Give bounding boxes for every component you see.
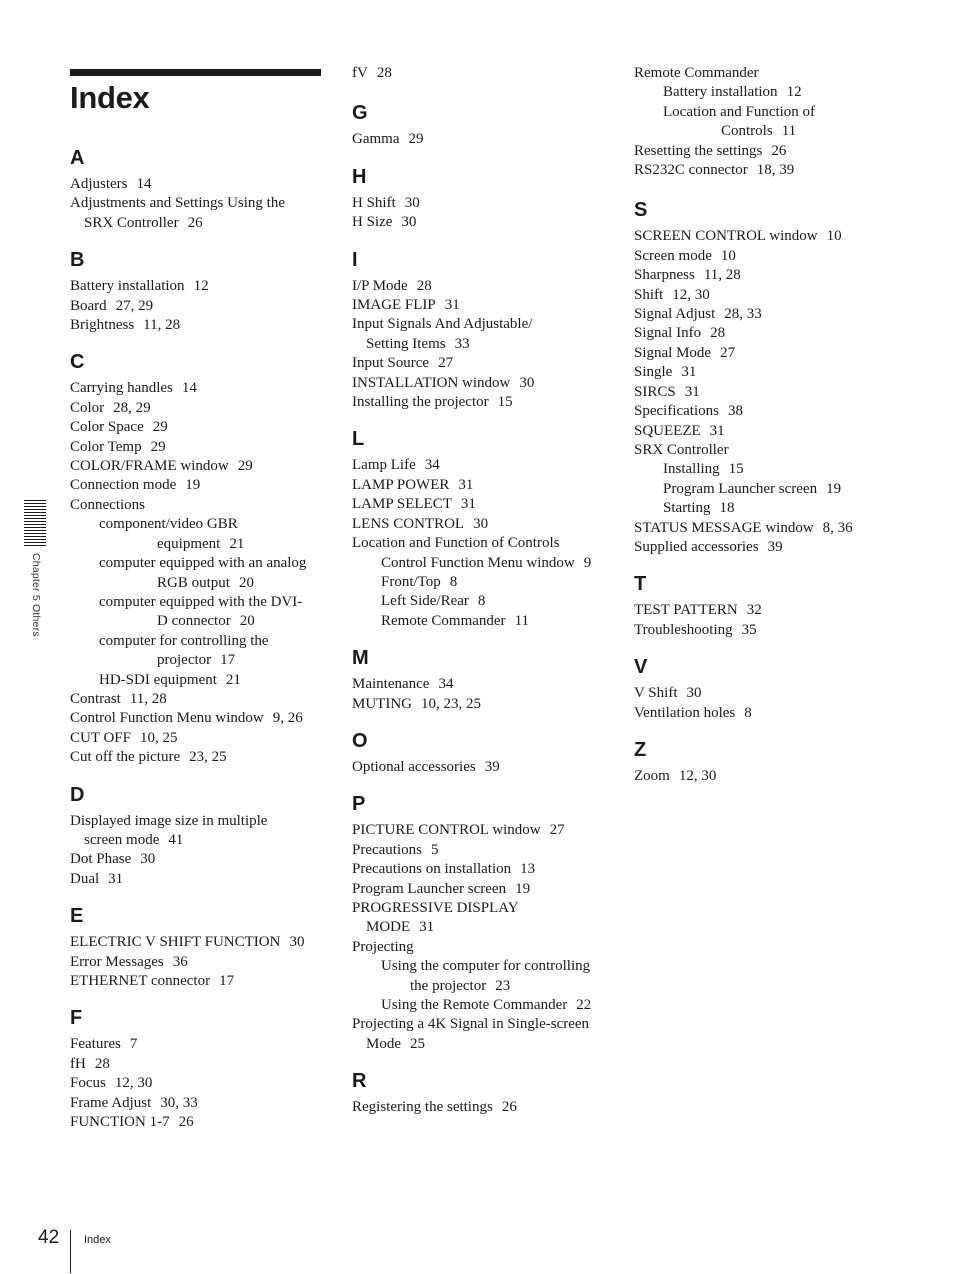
index-entry: SRX Controller — [634, 441, 729, 458]
section-letter: I — [352, 248, 358, 271]
index-section-i — [352, 249, 614, 413]
index-section-p — [352, 793, 614, 1054]
index-entry[interactable]: Focus 12, 30 — [70, 1075, 153, 1092]
index-section-g — [352, 102, 614, 149]
index-subentry[interactable]: Location and Function of Controls 11 — [663, 103, 816, 140]
index-entry[interactable]: Single 31 — [634, 364, 697, 381]
index-entry[interactable]: PICTURE CONTROL window 27 — [352, 822, 565, 839]
chapter-tab-label: Chapter 5 Others — [30, 553, 42, 637]
index-section-b — [70, 249, 325, 335]
section-letter: E — [70, 905, 84, 928]
index-entry[interactable]: Color Space 29 — [70, 419, 168, 436]
index-entry[interactable]: Signal Mode 27 — [634, 344, 736, 361]
footer-divider — [70, 1230, 71, 1273]
index-entry[interactable]: Control Function Menu window 9, 26 — [70, 710, 303, 727]
index-entry[interactable]: Program Launcher screen 19 — [352, 880, 531, 897]
index-entry[interactable]: Dot Phase 30 — [70, 851, 156, 868]
index-subentry[interactable]: Control Function Menu window 9 — [381, 554, 592, 571]
index-entry[interactable]: Resetting the settings 26 — [634, 142, 787, 159]
page-number: 42 — [38, 1227, 60, 1248]
index-entry[interactable]: TEST PATTERN 32 — [634, 602, 762, 619]
index-entry[interactable]: Input Signals And Adjustable/ Setting Items 33 — [352, 316, 533, 352]
index-entry[interactable]: Connection mode 19 — [70, 477, 201, 494]
section-letter: D — [70, 783, 85, 806]
index-entry[interactable]: Maintenance 34 — [352, 676, 454, 693]
index-entry: Projecting — [352, 938, 414, 955]
index-subentry[interactable]: computer for controlling the projector 17 — [99, 632, 269, 669]
index-subentry[interactable]: Front/Top 8 — [381, 573, 458, 590]
section-letter: G — [352, 102, 368, 125]
index-entry[interactable]: CUT OFF 10, 25 — [70, 729, 178, 746]
index-entry[interactable]: COLOR/FRAME window 29 — [70, 458, 253, 475]
index-continued — [634, 64, 896, 180]
index-entry[interactable]: H Shift 30 — [352, 194, 420, 211]
index-section-v — [634, 656, 896, 723]
index-entry[interactable]: LENS CONTROL 30 — [352, 515, 489, 532]
index-entry[interactable]: Battery installation 12 — [70, 278, 209, 295]
index-entry[interactable]: Lamp Life 34 — [352, 457, 440, 474]
index-section-s — [634, 199, 896, 557]
index-subentry[interactable]: Installing 15 — [663, 461, 744, 478]
index-entry[interactable]: Precautions 5 — [352, 841, 439, 858]
index-entry[interactable]: Signal Info 28 — [634, 325, 726, 342]
section-letter: R — [352, 1070, 367, 1093]
index-section-t — [634, 573, 896, 640]
index-entry[interactable]: Error Messages 36 — [70, 953, 188, 970]
index-section-z — [634, 739, 896, 786]
index-entry[interactable]: ELECTRIC V SHIFT FUNCTION 30 — [70, 934, 305, 951]
section-letter: O — [352, 729, 368, 752]
index-entry[interactable]: Installing the projector 15 — [352, 394, 513, 411]
index-continued — [352, 64, 614, 83]
index-subentry[interactable]: Remote Commander 11 — [381, 612, 530, 629]
index-entry[interactable]: Precautions on installation 13 — [352, 861, 536, 878]
index-section-h — [352, 166, 614, 233]
index-entry[interactable]: Screen mode 10 — [634, 247, 736, 264]
section-letter: Z — [634, 738, 647, 761]
section-letter: V — [634, 656, 648, 679]
index-entry[interactable]: Brightness 11, 28 — [70, 317, 181, 334]
index-section-c — [70, 351, 325, 767]
index-entry[interactable]: fH 28 — [70, 1055, 110, 1072]
index-entry[interactable]: Dual 31 — [70, 870, 124, 887]
index-entry[interactable]: fV 28 — [352, 65, 392, 81]
index-entry[interactable]: STATUS MESSAGE window 8, 36 — [634, 519, 853, 536]
index-entry[interactable]: Adjusters 14 — [70, 176, 152, 192]
index-entry[interactable]: IMAGE FLIP 31 — [352, 297, 460, 314]
index-entry[interactable]: Contrast 11, 28 — [70, 690, 167, 707]
index-column-2 — [352, 64, 614, 1134]
index-section-f — [70, 1007, 325, 1132]
index-entry[interactable]: Board 27, 29 — [70, 297, 154, 314]
index-subentry[interactable]: Using the Remote Commander 22 — [381, 997, 592, 1013]
index-subentry[interactable]: component/video GBR equipment 21 — [99, 516, 245, 552]
index-entry[interactable]: LAMP POWER 31 — [352, 476, 474, 493]
index-entry[interactable]: SIRCS 31 — [634, 383, 700, 400]
index-entry[interactable]: Signal Adjust 28, 33 — [634, 306, 762, 323]
index-entry[interactable]: Registering the settings 26 — [352, 1099, 517, 1116]
index-entry[interactable]: SQUEEZE 31 — [634, 422, 725, 439]
index-entry[interactable]: Carrying handles 14 — [70, 380, 197, 397]
index-subentry[interactable]: Using the computer for controlling the projector 23 — [381, 958, 591, 994]
index-entry: Location and Function of Controls — [352, 535, 560, 552]
index-entry[interactable]: Projecting a 4K Signal in Single-screen Mode 25 — [352, 1016, 590, 1052]
index-entry[interactable]: Adjustments and Settings Using the SRX Controller 26 — [70, 195, 285, 231]
index-entry[interactable]: H Size 30 — [352, 214, 417, 231]
section-letter: H — [352, 165, 367, 188]
index-section-r — [352, 1070, 614, 1117]
footer-label: Index — [84, 1234, 111, 1246]
section-letter: P — [352, 793, 366, 816]
index-entry[interactable]: SCREEN CONTROL window 10 — [634, 228, 842, 245]
index-entry[interactable]: Frame Adjust 30, 33 — [70, 1094, 198, 1111]
index-entry[interactable]: LAMP SELECT 31 — [352, 496, 476, 513]
index-entry[interactable]: V Shift 30 — [634, 685, 702, 702]
index-subentry[interactable]: computer equipped with an analog RGB output 20 — [99, 555, 307, 591]
index-entry[interactable]: MUTING 10, 23, 25 — [352, 695, 481, 712]
index-column-1 — [70, 147, 325, 1148]
index-subentry[interactable]: Program Launcher screen 19 — [663, 480, 842, 497]
section-letter: L — [352, 428, 365, 451]
index-entry[interactable]: Troubleshooting 35 — [634, 621, 757, 638]
index-entry[interactable]: Shift 12, 30 — [634, 286, 710, 303]
section-letter: F — [70, 1007, 83, 1030]
index-entry: Remote Commander — [634, 65, 759, 81]
index-entry[interactable]: Color 28, 29 — [70, 399, 151, 416]
index-entry[interactable]: PROGRESSIVE DISPLAY MODE 31 — [352, 899, 519, 936]
section-letter: A — [70, 147, 85, 169]
index-entry[interactable]: Input Source 27 — [352, 355, 454, 372]
index-section-m — [352, 647, 614, 714]
index-entry[interactable]: RS232C connector 18, 39 — [634, 162, 795, 179]
index-entry[interactable]: Supplied accessories 39 — [634, 538, 783, 555]
index-entry[interactable]: INSTALLATION window 30 — [352, 374, 535, 391]
index-column-3 — [634, 64, 896, 802]
index-entry[interactable]: Cut off the picture 23, 25 — [70, 749, 227, 766]
index-section-d — [70, 784, 325, 890]
index-entry[interactable]: FUNCTION 1-7 26 — [70, 1114, 194, 1131]
index-entry[interactable]: I/P Mode 28 — [352, 277, 432, 294]
index-section-l — [352, 428, 614, 631]
index-section-o — [352, 730, 614, 777]
section-letter: C — [70, 351, 85, 374]
index-entry[interactable]: Gamma 29 — [352, 131, 424, 148]
index-section-e — [70, 905, 325, 991]
index-entry[interactable]: Specifications 38 — [634, 403, 743, 420]
index-entry[interactable]: Optional accessories 39 — [352, 758, 500, 775]
section-letter: T — [634, 573, 647, 596]
section-letter: S — [634, 199, 648, 222]
index-subentry[interactable]: Starting 18 — [663, 500, 735, 517]
section-letter: M — [352, 647, 369, 670]
index-entry: Connections — [70, 496, 145, 513]
index-entry[interactable]: Color Temp 29 — [70, 438, 166, 455]
index-section-a — [70, 147, 325, 233]
page-title: Index — [70, 80, 150, 115]
title-rule — [70, 69, 321, 76]
index-subentry[interactable]: computer equipped with the DVI- D connector 20 — [99, 593, 303, 630]
index-entry[interactable]: Ventilation holes 8 — [634, 704, 752, 721]
index-entry[interactable]: ETHERNET connector 17 — [70, 973, 235, 989]
index-entry[interactable]: Zoom 12, 30 — [634, 767, 717, 784]
index-subentry[interactable]: Battery installation 12 — [663, 84, 802, 101]
index-subentry[interactable]: Left Side/Rear 8 — [381, 593, 486, 610]
index-entry[interactable]: Features 7 — [70, 1036, 138, 1053]
index-entry[interactable]: Sharpness 11, 28 — [634, 267, 741, 284]
index-entry[interactable]: Displayed image size in multiple screen mode 41 — [70, 812, 268, 848]
index-subentry[interactable]: HD-SDI equipment 21 — [99, 671, 241, 688]
chapter-tab-stripes — [24, 500, 46, 548]
section-letter: B — [70, 249, 85, 272]
